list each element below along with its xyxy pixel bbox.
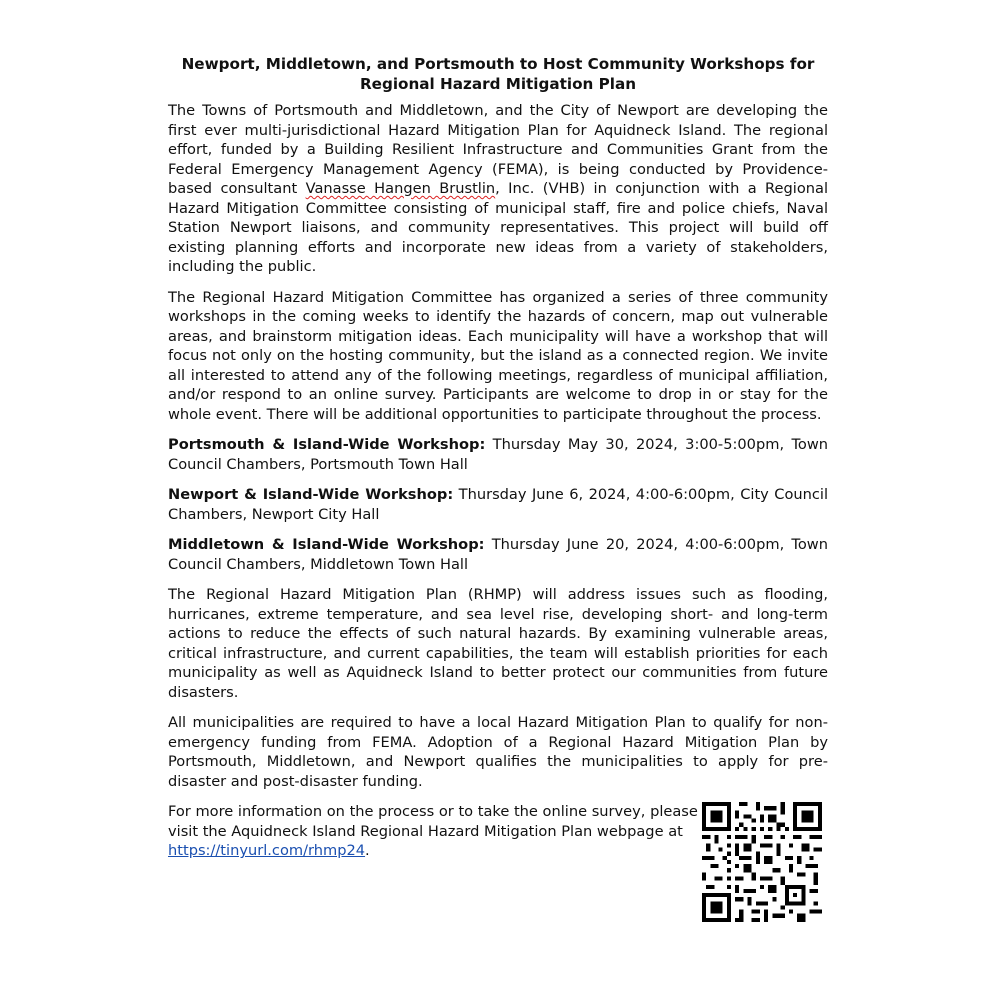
workshop-details: Thursday May 30, 2024, 3:00-5:00pm, Town Council Chambers, Portsmouth Town Hall	[168, 436, 829, 473]
intro-text-start: The Towns of Portsmouth and Middletown, and the City of Newport are developing the first ever multi-jurisdictional Hazard Mitigation Plan for Aquidneck Island. The regional effort, funded by a Building Resilient Infrastructure and Communities Grant from the Federal Emergency Management Agency (FEMA), is being conducted by Providence-based consultant	[168, 102, 828, 197]
workshop-name: Newport & Island-Wide Workshop:	[168, 486, 454, 503]
footer-section	[168, 802, 828, 942]
intro-text-end: , Inc. (VHB) in conjunction with a Regional Hazard Mitigation Committee consisting of municipal staff, fire and police chiefs, Naval Station Newport liaisons, and community representatives. This project will build off existing planning efforts and incorporate new ideas from a variety of stakeholders, including the public.	[168, 180, 828, 275]
workshop-details: Thursday June 6, 2024, 4:00-6:00pm, City Council Chambers, Newport City Hall	[168, 486, 828, 523]
survey-link[interactable]: https://tinyurl.com/rhmp24	[168, 842, 366, 859]
more-info-end: .	[365, 842, 370, 859]
workshop-details: Thursday June 20, 2024, 4:00-6:00pm, Town Council Chambers, Middletown Town Hall	[168, 536, 828, 573]
document-page	[168, 54, 828, 942]
document-title: Newport, Middletown, and Portsmouth to Host Community Workshops for Regional Hazard Mitigation Plan	[181, 55, 815, 93]
workshop-portsmouth	[168, 435, 828, 474]
workshop-newport	[168, 485, 828, 524]
workshop-name: Portsmouth & Island-Wide Workshop:	[168, 436, 486, 453]
committee-paragraph: The Regional Hazard Mitigation Committee has organized a series of three community workshops in the coming weeks to identify the hazards of concern, map out vulnerable areas, and brainstorm mitigation ideas. Each municipality will have a workshop that will focus not only on the hosting community, but the island as a connected region. We invite all interested to attend any of the following meetings, regardless of municipal affiliation, and/or respond to an online survey. Participants are welcome to drop in or stay for the whole event. There will be additional opportunities to participate throughout the process.	[168, 288, 828, 423]
intro-paragraph	[168, 101, 828, 277]
workshop-middletown	[168, 535, 828, 574]
more-info-lead: For more information on the process or to take the online survey, please visit the Aquidneck Island Regional Hazard Mitigation Plan webpage at	[168, 803, 698, 840]
spellcheck-flagged-word: Vanasse Hangen Brustlin	[305, 180, 496, 197]
qr-code-icon[interactable]	[702, 802, 822, 922]
more-info-text	[168, 802, 698, 861]
rhmp-paragraph: The Regional Hazard Mitigation Plan (RHMP) will address issues such as flooding, hurricanes, extreme temperature, and sea level rise, developing short- and long-term actions to reduce the effects of such natural hazards. By examining vulnerable areas, critical infrastructure, and current capabilities, the team will establish priorities for each municipality as well as Aquidneck Island to better protect our communities from future disasters.	[168, 586, 828, 701]
workshop-name: Middletown & Island-Wide Workshop:	[168, 536, 485, 553]
funding-paragraph: All municipalities are required to have a local Hazard Mitigation Plan to qualify for non-emergency funding from FEMA. Adoption of a Regional Hazard Mitigation Plan by Portsmouth, Middletown, and Newport qualifies the municipalities to apply for pre-disaster and post-disaster funding.	[168, 714, 828, 790]
